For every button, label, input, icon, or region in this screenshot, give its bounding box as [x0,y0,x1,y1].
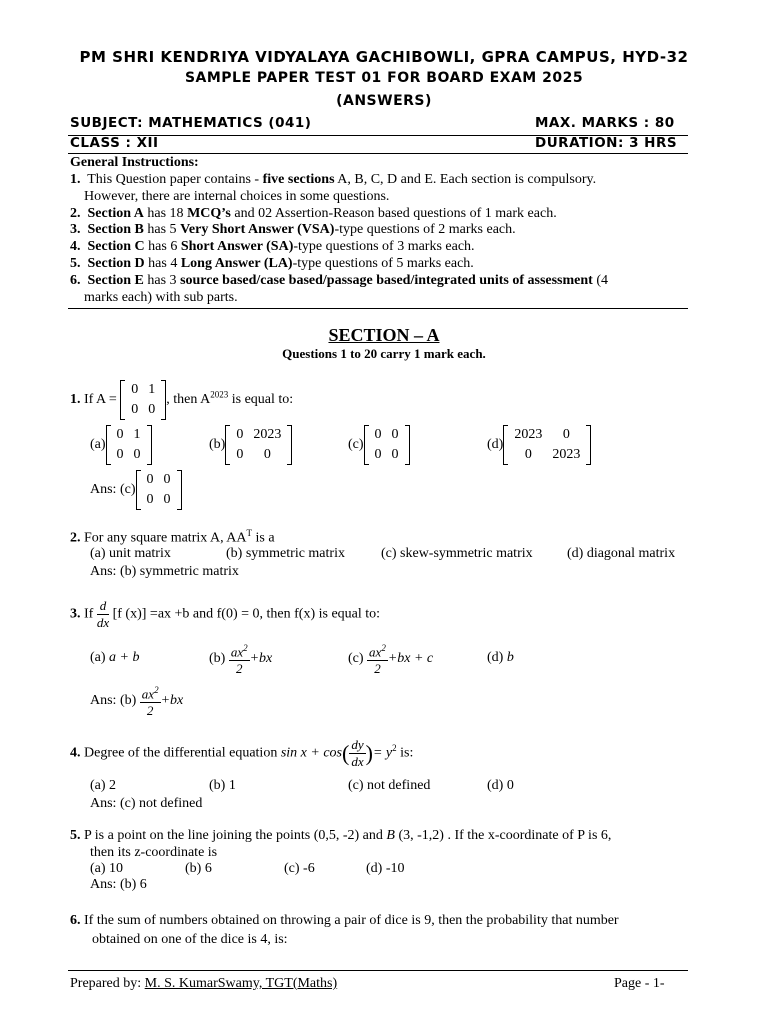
option-c: (c) skew-symmetric matrix [381,546,533,561]
answers-label: (ANSWERS) [336,93,432,109]
option-a: (a) 10 [90,861,124,876]
matrix: 0 1 0 0 [120,380,166,420]
matrix: 0 1 0 0 [106,425,152,465]
test-title: SAMPLE PAPER TEST 01 FOR BOARD EXAM 2025 [184,70,584,86]
divider [68,308,688,309]
author-name: M. S. KumarSwamy, TGT(Maths) [144,976,338,991]
option-a: (a) unit matrix [90,546,171,561]
matrix: 0 0 0 0 [364,425,410,465]
option-c: (c) 0 0 0 0 [348,425,410,465]
question-4: 4. Degree of the differential equation sin x + cos( $\frac{dy}{dx}$ )= $y^2$ is: [70,737,414,769]
question-6-line-2: obtained on one of the dice is 4, is: [92,932,288,947]
question-1: 1. If A = 0 1 0 0 , then $A^{2023}$ is equal to: [70,380,293,420]
instruction-item: 1. This Question paper contains - five sections A, B, C, D and E. Each section is compulsory. However, there are internal choices in some questions. [70,172,597,204]
derivative: $\frac{d}{dx}$ [96,598,110,630]
instruction-item: 3. Section B has 5 Very Short Answer (VSA)-type questions of 2 marks each. [70,222,516,238]
option-a: (a) 2 [90,778,117,793]
option-c: (c) -6 [284,861,315,876]
answer-3: Ans: (b) $\frac{ax^2}{2}$ +bx [90,682,183,719]
page-number: Page - 1- [614,976,665,991]
school-name: PM SHRI KENDRIYA VIDYALAYA GACHIBOWLI, GPRA CAMPUS, HYD-32 [79,48,689,66]
matrix: 2023 0 0 2023 [503,425,591,465]
option-b: (b) 0 2023 0 0 [209,425,292,465]
footer-divider [68,970,688,971]
option-c: (c) $\frac{ax^2}{2}$ +bx + c [348,640,433,677]
option-b: (b) symmetric matrix [226,546,345,561]
answer-1: Ans: (c) 0 0 0 0 [90,470,182,510]
section-subtitle: Questions 1 to 20 carry 1 mark each. [282,346,486,361]
option-a: (a) a + b [90,650,140,665]
subject: SUBJECT: MATHEMATICS (041) [70,115,312,131]
option-d: (d) 2023 0 0 2023 [487,425,591,465]
question-2: 2. For any square matrix A, $AA^T$ is a [70,528,275,546]
duration: DURATION: 3 HRS [535,135,678,151]
instructions-list [70,172,690,306]
question-5-line-2: then its z-coordinate is [90,845,218,860]
option-a: (a) 0 1 0 0 [90,425,152,465]
option-c: (c) not defined [348,778,431,793]
option-d: (d) diagonal matrix [567,546,676,561]
divider [68,153,688,154]
footer-prepared-by: Prepared by: M. S. KumarSwamy, TGT(Maths) [70,976,338,991]
option-b: (b) 1 [209,778,236,793]
question-6: 6. If the sum of numbers obtained on throwing a pair of dice is 9, then the probability that number [70,913,619,928]
answer-5: Ans: (b) 6 [90,877,147,892]
option-d: (d) 0 [487,778,514,793]
instruction-item: 4. Section C has 6 Short Answer (SA)-type questions of 3 marks each. [70,239,475,255]
option-b: (b) $\frac{ax^2}{2}$ +bx [209,640,272,677]
answer-4: Ans: (c) not defined [90,796,203,811]
instruction-item: 6. Section E has 3 source based/case based/passage based/integrated units of assessment (4 marks each) with sub parts. [70,272,608,305]
question-3: 3. If $\frac{d}{dx}$ [f (x)] =ax +b and f(0) = 0, then f(x) is equal to: [70,598,381,630]
answer-2: Ans: (b) symmetric matrix [90,564,239,579]
option-b: (b) 6 [185,861,212,876]
instruction-item: 2. Section A has 18 MCQ’s and 02 Assertion-Reason based questions of 1 mark each. [70,205,557,221]
option-d: (d) -10 [366,861,405,876]
instruction-item: 5. Section D has 4 Long Answer (LA)-type questions of 5 marks each. [70,255,474,271]
matrix: 0 0 0 0 [136,470,182,510]
max-marks: MAX. MARKS : 80 [535,115,675,131]
option-d: (d) b [487,650,514,665]
section-title: SECTION – A [328,325,440,345]
question-5: 5. P is a point on the line joining the points (0,5, -2) and B (3, -1,2) . If the x-coordinate of P is 6, [70,828,612,843]
matrix: 0 2023 0 0 [225,425,292,465]
class: CLASS : XII [70,135,159,151]
instructions-title: General Instructions: [70,155,199,170]
